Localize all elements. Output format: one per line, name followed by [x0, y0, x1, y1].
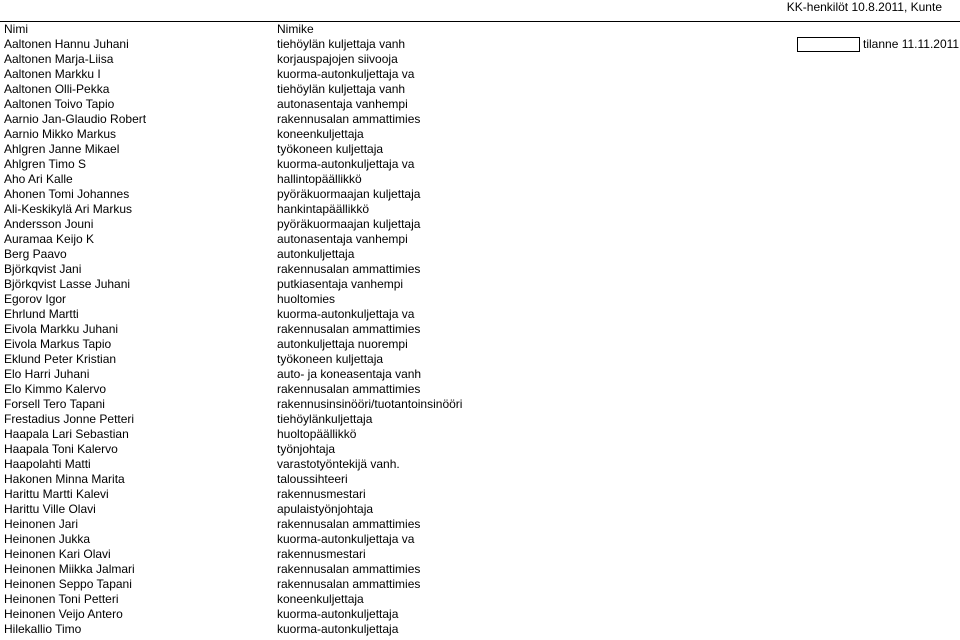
job-title[interactable]: pyöräkuormaajan kuljettaja	[277, 187, 421, 201]
employee-name[interactable]: Aaltonen Hannu Juhani	[4, 37, 129, 51]
employee-name[interactable]: Haapolahti Matti	[4, 457, 91, 471]
job-title[interactable]: kuorma-autonkuljettaja va	[277, 307, 415, 321]
job-title[interactable]: kuorma-autonkuljettaja	[277, 607, 399, 621]
job-title[interactable]: taloussihteeri	[277, 472, 348, 486]
employee-name[interactable]: Heinonen Kari Olavi	[4, 547, 111, 561]
table-row[interactable]	[0, 277, 960, 292]
job-title[interactable]: hankintapäällikkö	[277, 202, 370, 216]
employee-name[interactable]: Egorov Igor	[4, 292, 67, 306]
job-title[interactable]: rakennusalan ammattimies	[277, 262, 421, 276]
employee-name[interactable]: Forsell Tero Tapani	[4, 397, 105, 411]
employee-name[interactable]: Andersson Jouni	[4, 217, 94, 231]
table-row[interactable]	[0, 52, 960, 67]
table-row[interactable]	[0, 187, 960, 202]
table-row[interactable]	[0, 457, 960, 472]
status-date-label: tilanne 11.11.2011	[863, 37, 960, 51]
table-row[interactable]	[0, 607, 960, 622]
employee-name[interactable]: Hakonen Minna Marita	[4, 472, 125, 486]
table-row[interactable]	[0, 142, 960, 157]
job-title[interactable]: kuorma-autonkuljettaja va	[277, 67, 415, 81]
employee-name[interactable]: Eklund Peter Kristian	[4, 352, 117, 366]
job-title[interactable]: rakennusalan ammattimies	[277, 382, 421, 396]
table-row[interactable]	[0, 112, 960, 127]
employee-name[interactable]: Eivola Markus Tapio	[4, 337, 112, 351]
job-title[interactable]: autonkuljettaja nuorempi	[277, 337, 408, 351]
employee-name[interactable]: Elo Harri Juhani	[4, 367, 90, 381]
employee-name[interactable]: Berg Paavo	[4, 247, 67, 261]
job-title[interactable]: rakennusalan ammattimies	[277, 322, 421, 336]
job-title[interactable]: varastotyöntekijä vanh.	[277, 457, 400, 471]
column-header-title[interactable]: Nimike	[277, 22, 314, 36]
table-row[interactable]	[0, 502, 960, 517]
employee-name[interactable]: Aaltonen Marja-Liisa	[4, 52, 114, 66]
job-title[interactable]: huoltomies	[277, 292, 336, 306]
job-title[interactable]: pyöräkuormaajan kuljettaja	[277, 217, 421, 231]
employee-name[interactable]: Haapala Toni Kalervo	[4, 442, 118, 456]
table-row[interactable]	[0, 97, 960, 112]
table-row[interactable]	[0, 547, 960, 562]
employee-name[interactable]: Aaltonen Olli-Pekka	[4, 82, 110, 96]
job-title[interactable]: autonasentaja vanhempi	[277, 97, 408, 111]
table-row[interactable]	[0, 67, 960, 82]
employee-name[interactable]: Harittu Martti Kalevi	[4, 487, 109, 501]
table-row[interactable]	[0, 292, 960, 307]
job-title[interactable]: tiehöylänkuljettaja	[277, 412, 373, 426]
job-title[interactable]: autonasentaja vanhempi	[277, 232, 408, 246]
employee-name[interactable]: Elo Kimmo Kalervo	[4, 382, 107, 396]
job-title[interactable]: rakennusalan ammattimies	[277, 112, 421, 126]
job-title[interactable]: korjauspajojen siivooja	[277, 52, 398, 66]
job-title[interactable]: työkoneen kuljettaja	[277, 352, 384, 366]
employee-name[interactable]: Harittu Ville Olavi	[4, 502, 96, 516]
employee-name[interactable]: Heinonen Miikka Jalmari	[4, 562, 135, 576]
table-row[interactable]	[0, 337, 960, 352]
job-title[interactable]: rakennusalan ammattimies	[277, 562, 421, 576]
job-title[interactable]: työnjohtaja	[277, 442, 336, 456]
job-title[interactable]: koneenkuljettaja	[277, 127, 364, 141]
table-row[interactable]	[0, 562, 960, 577]
table-row[interactable]	[0, 367, 960, 382]
job-title[interactable]: kuorma-autonkuljettaja va	[277, 532, 415, 546]
employee-name[interactable]: Heinonen Jari	[4, 517, 79, 531]
job-title[interactable]: rakennusalan ammattimies	[277, 517, 421, 531]
table-row[interactable]	[0, 532, 960, 547]
job-title[interactable]: tiehöylän kuljettaja vanh	[277, 82, 406, 96]
table-row[interactable]	[0, 442, 960, 457]
job-title[interactable]: kuorma-autonkuljettaja va	[277, 157, 415, 171]
table-row[interactable]	[0, 217, 960, 232]
employee-name[interactable]: Ahonen Tomi Johannes	[4, 187, 130, 201]
table-row[interactable]	[0, 577, 960, 592]
table-body	[0, 37, 960, 637]
table-row[interactable]	[0, 622, 960, 637]
personnel-table	[0, 21, 960, 637]
job-title[interactable]: apulaistyönjohtaja	[277, 502, 374, 516]
employee-name[interactable]: Ehrlund Martti	[4, 307, 79, 321]
job-title[interactable]: rakennusalan ammattimies	[277, 577, 421, 591]
table-row[interactable]	[0, 82, 960, 97]
job-title[interactable]: rakennusinsinööri/tuotantoinsinööri	[277, 397, 463, 411]
employee-name[interactable]: Hilekallio Timo	[4, 622, 82, 636]
employee-name[interactable]: Björkqvist Lasse Juhani	[4, 277, 131, 291]
table-row[interactable]	[0, 202, 960, 217]
employee-name[interactable]: Eivola Markku Juhani	[4, 322, 119, 336]
employee-name[interactable]: Auramaa Keijo K	[4, 232, 95, 246]
job-title[interactable]: auto- ja koneasentaja vanh	[277, 367, 422, 381]
table-row[interactable]	[0, 592, 960, 607]
table-row[interactable]	[0, 247, 960, 262]
job-title[interactable]: koneenkuljettaja	[277, 592, 364, 606]
employee-name[interactable]: Frestadius Jonne Petteri	[4, 412, 135, 426]
table-row[interactable]	[0, 397, 960, 412]
employee-name[interactable]: Aaltonen Toivo Tapio	[4, 97, 115, 111]
job-title[interactable]: kuorma-autonkuljettaja	[277, 622, 399, 636]
employee-name[interactable]: Ahlgren Timo S	[4, 157, 87, 171]
table-row[interactable]	[0, 157, 960, 172]
table-row[interactable]	[0, 517, 960, 532]
table-row[interactable]	[0, 487, 960, 502]
employee-name[interactable]: Aarnio Jan-Glaudio Robert	[4, 112, 147, 126]
employee-name[interactable]: Aarnio Mikko Markus	[4, 127, 117, 141]
job-title[interactable]: tiehöylän kuljettaja vanh	[277, 37, 406, 51]
job-title[interactable]: putkiasentaja vanhempi	[277, 277, 404, 291]
employee-name[interactable]: Heinonen Veijo Antero	[4, 607, 123, 621]
employee-name[interactable]: Heinonen Jukka	[4, 532, 91, 546]
job-title[interactable]: autonkuljettaja	[277, 247, 355, 261]
date-cell[interactable]	[797, 37, 860, 52]
table-row[interactable]	[0, 427, 960, 442]
table-row[interactable]	[0, 307, 960, 322]
sheet-title: KK-henkilöt 10.8.2011, Kunte	[786, 0, 942, 14]
employee-name[interactable]: Heinonen Seppo Tapani	[4, 577, 132, 591]
table-row[interactable]	[0, 127, 960, 142]
job-title[interactable]: rakennusmestari	[277, 487, 366, 501]
employee-name[interactable]: Heinonen Toni Petteri	[4, 592, 119, 606]
employee-name[interactable]: Aho Ari Kalle	[4, 172, 73, 186]
employee-name[interactable]: Aaltonen Markku I	[4, 67, 101, 81]
table-row[interactable]	[0, 322, 960, 337]
table-row[interactable]	[0, 412, 960, 427]
job-title[interactable]: työkoneen kuljettaja	[277, 142, 384, 156]
column-header-name[interactable]: Nimi	[4, 22, 28, 36]
employee-name[interactable]: Haapala Lari Sebastian	[4, 427, 129, 441]
job-title[interactable]: rakennusmestari	[277, 547, 366, 561]
table-row[interactable]	[0, 382, 960, 397]
job-title[interactable]: huoltopäällikkö	[277, 427, 357, 441]
table-row[interactable]	[0, 472, 960, 487]
header-row	[0, 22, 960, 37]
table-row[interactable]	[0, 232, 960, 247]
table-row[interactable]	[0, 352, 960, 367]
job-title[interactable]: hallintopäällikkö	[277, 172, 362, 186]
employee-name[interactable]: Björkqvist Jani	[4, 262, 82, 276]
table-row[interactable]	[0, 262, 960, 277]
employee-name[interactable]: Ahlgren Janne Mikael	[4, 142, 120, 156]
table-row[interactable]	[0, 172, 960, 187]
employee-name[interactable]: Ali-Keskikylä Ari Markus	[4, 202, 133, 216]
